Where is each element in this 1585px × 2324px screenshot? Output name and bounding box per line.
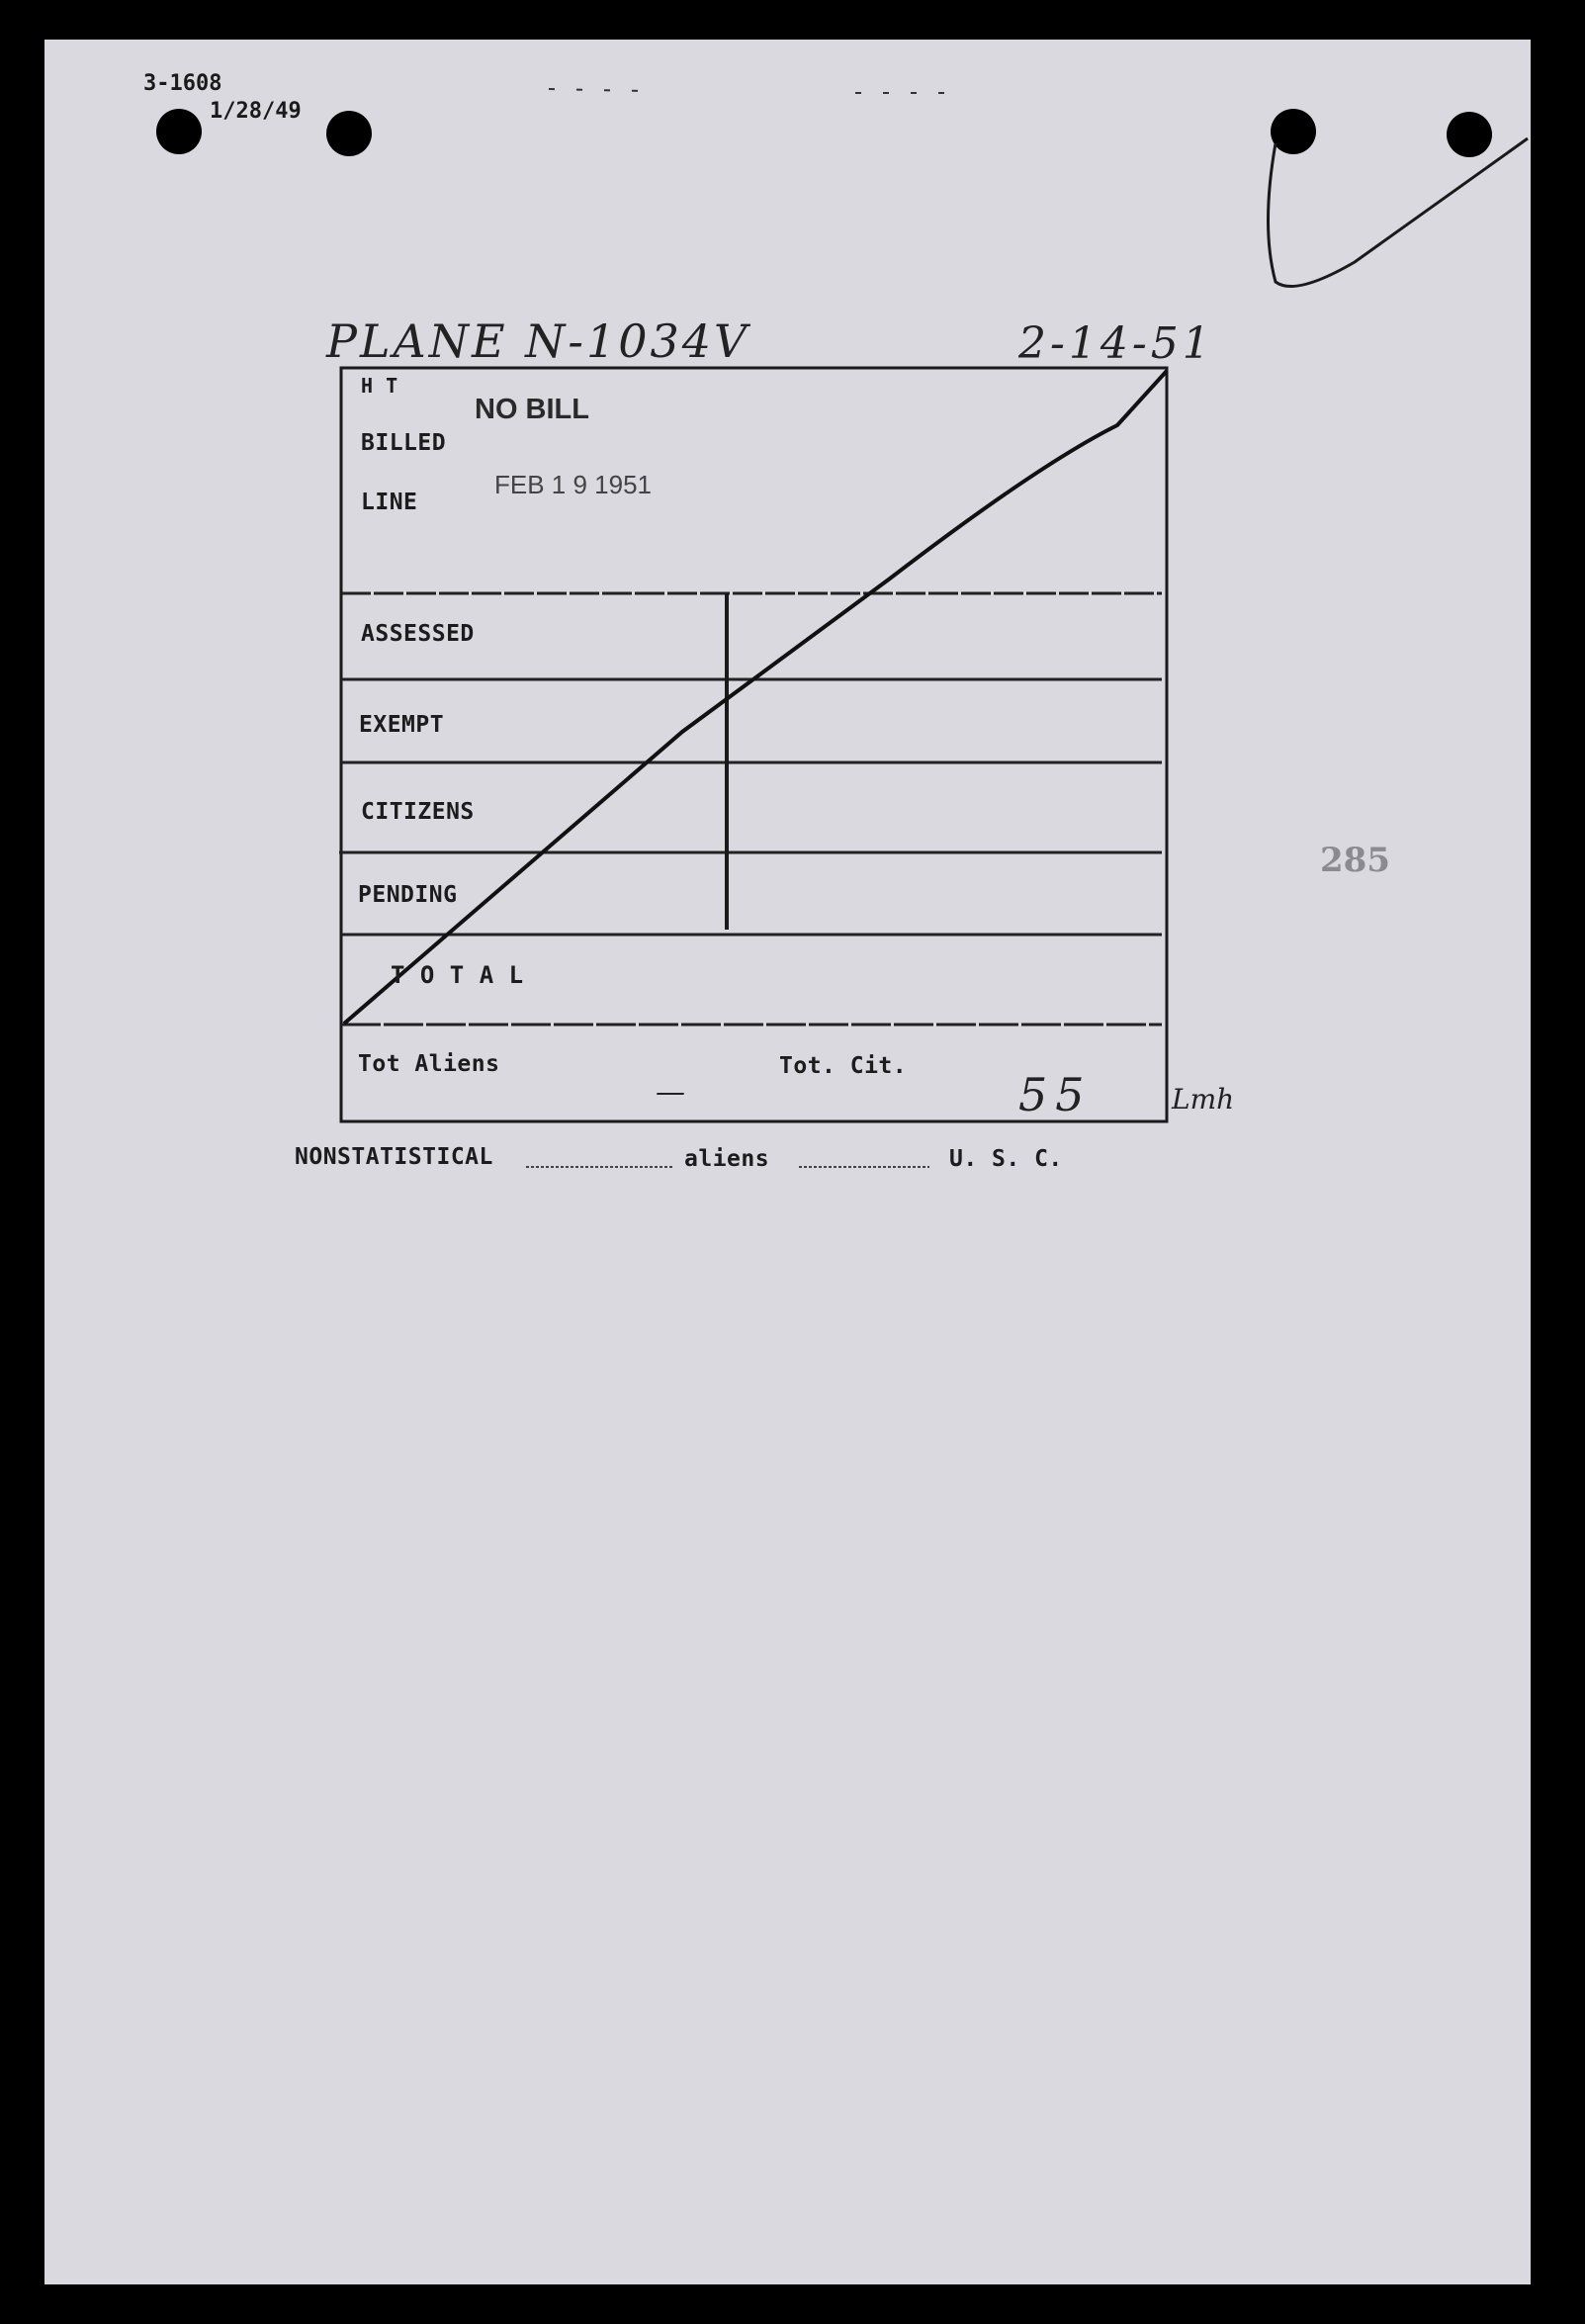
page-number: 285 [1320, 841, 1390, 880]
label-usc: U. S. C. [949, 1146, 1063, 1172]
label-billed: BILLED [361, 430, 447, 456]
label-tot-aliens: Tot Aliens [358, 1051, 500, 1077]
label-assessed: ASSESSED [361, 621, 475, 647]
label-exempt: EXEMPT [359, 712, 445, 738]
label-line: LINE [361, 490, 418, 515]
plane-number-handwritten: PLANE N-1034V [326, 314, 750, 368]
form-number: 3-1608 [143, 71, 222, 96]
tot-aliens-value: — [656, 1075, 685, 1110]
no-bill-stamp: NO BILL [475, 394, 589, 425]
date-handwritten: 2-14-51 [1018, 318, 1214, 369]
label-ht: H T [361, 374, 398, 398]
initials: Lmh [1172, 1083, 1235, 1116]
label-citizens: CITIZENS [361, 799, 475, 825]
label-total: T O T A L [391, 961, 524, 989]
tot-cit-value: 55 [1018, 1068, 1093, 1121]
label-pending: PENDING [358, 882, 458, 908]
label-aliens: aliens [684, 1146, 770, 1172]
date-received-stamp: FEB 1 9 1951 [494, 470, 652, 499]
label-nonstatistical: NONSTATISTICAL [295, 1144, 493, 1170]
label-tot-cit: Tot. Cit. [779, 1053, 908, 1079]
form-revision-date: 1/28/49 [210, 99, 302, 124]
